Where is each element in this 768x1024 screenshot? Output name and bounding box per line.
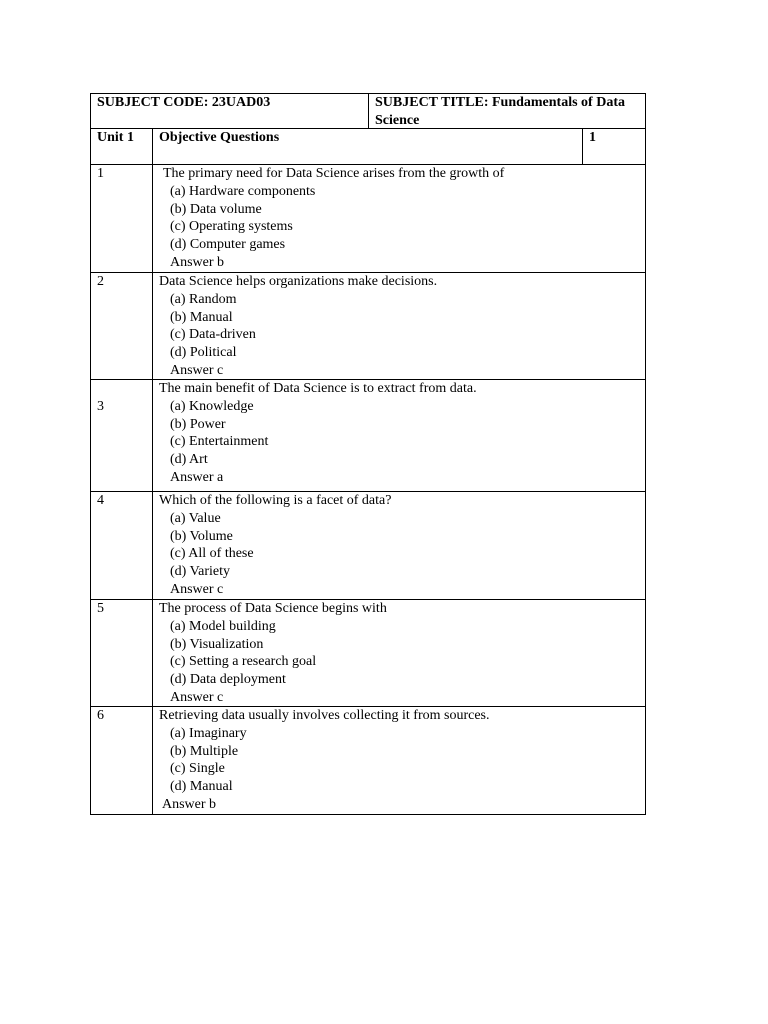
question-stem: Which of the following is a facet of data? bbox=[159, 493, 392, 508]
option-a: (a) Knowledge bbox=[170, 398, 254, 414]
option-c: (c) All of these bbox=[170, 546, 254, 562]
question-body bbox=[152, 165, 645, 272]
question-stem: Retrieving data usually involves collecting it from sources. bbox=[159, 708, 490, 723]
option-b: (b) Power bbox=[170, 416, 226, 432]
question-body bbox=[152, 273, 645, 379]
question-stem: The main benefit of Data Science is to extract from data. bbox=[159, 381, 477, 396]
question-row bbox=[90, 707, 646, 815]
option-b: (b) Multiple bbox=[170, 743, 239, 759]
option-c: (c) Data-driven bbox=[170, 327, 256, 343]
option-c: (c) Single bbox=[170, 761, 225, 777]
question-row bbox=[90, 600, 646, 707]
table-header-row bbox=[90, 93, 646, 129]
option-b: (b) Manual bbox=[170, 309, 233, 325]
question-number: 4 bbox=[97, 493, 104, 508]
answer-text: Answer c bbox=[170, 362, 224, 378]
option-c: (c) Entertainment bbox=[170, 434, 269, 450]
option-a: (a) Hardware components bbox=[170, 183, 316, 199]
option-d: (d) Data deployment bbox=[170, 672, 286, 688]
question-row bbox=[90, 380, 646, 492]
option-d: (d) Computer games bbox=[170, 237, 286, 253]
answer-text: Answer b bbox=[162, 796, 217, 812]
question-stem: The process of Data Science begins with bbox=[159, 601, 387, 616]
answer-text: Answer b bbox=[170, 254, 225, 270]
question-number: 6 bbox=[97, 708, 104, 723]
option-b: (b) Visualization bbox=[170, 636, 264, 652]
option-c: (c) Operating systems bbox=[170, 219, 293, 235]
question-stem: Data Science helps organizations make decisions. bbox=[159, 274, 438, 289]
question-row bbox=[90, 273, 646, 380]
option-a: (a) Random bbox=[170, 291, 237, 307]
option-b: (b) Data volume bbox=[170, 201, 262, 217]
question-body bbox=[152, 492, 645, 599]
section-header-row bbox=[90, 129, 646, 165]
option-a: (a) Imaginary bbox=[170, 725, 247, 741]
option-d: (d) Political bbox=[170, 345, 237, 361]
answer-text: Answer c bbox=[170, 581, 224, 597]
subject-title: SUBJECT TITLE: Fundamentals of Data Science bbox=[368, 94, 645, 128]
option-d: (d) Manual bbox=[170, 779, 233, 795]
question-body bbox=[152, 380, 645, 491]
question-body bbox=[152, 707, 645, 814]
marks-value: 1 bbox=[582, 129, 645, 164]
option-c: (c) Setting a research goal bbox=[170, 654, 317, 670]
question-stem: The primary need for Data Science arises from the growth of bbox=[163, 166, 505, 181]
question-number: 1 bbox=[97, 166, 104, 181]
section-title: Objective Questions bbox=[152, 129, 582, 164]
option-d: (d) Variety bbox=[170, 564, 230, 580]
question-row bbox=[90, 165, 646, 273]
answer-text: Answer a bbox=[170, 469, 224, 485]
answer-text: Answer c bbox=[170, 689, 224, 705]
question-table bbox=[90, 93, 646, 815]
option-b: (b) Volume bbox=[170, 528, 233, 544]
question-body bbox=[152, 600, 645, 706]
question-row bbox=[90, 492, 646, 600]
subject-code: SUBJECT CODE: 23UAD03 bbox=[97, 95, 271, 110]
question-number: 3 bbox=[97, 399, 104, 414]
option-a: (a) Model building bbox=[170, 618, 276, 634]
option-a: (a) Value bbox=[170, 510, 221, 526]
unit-label: Unit 1 bbox=[97, 130, 134, 145]
question-number: 2 bbox=[97, 274, 104, 289]
question-number: 5 bbox=[97, 601, 104, 616]
option-d: (d) Art bbox=[170, 452, 208, 468]
